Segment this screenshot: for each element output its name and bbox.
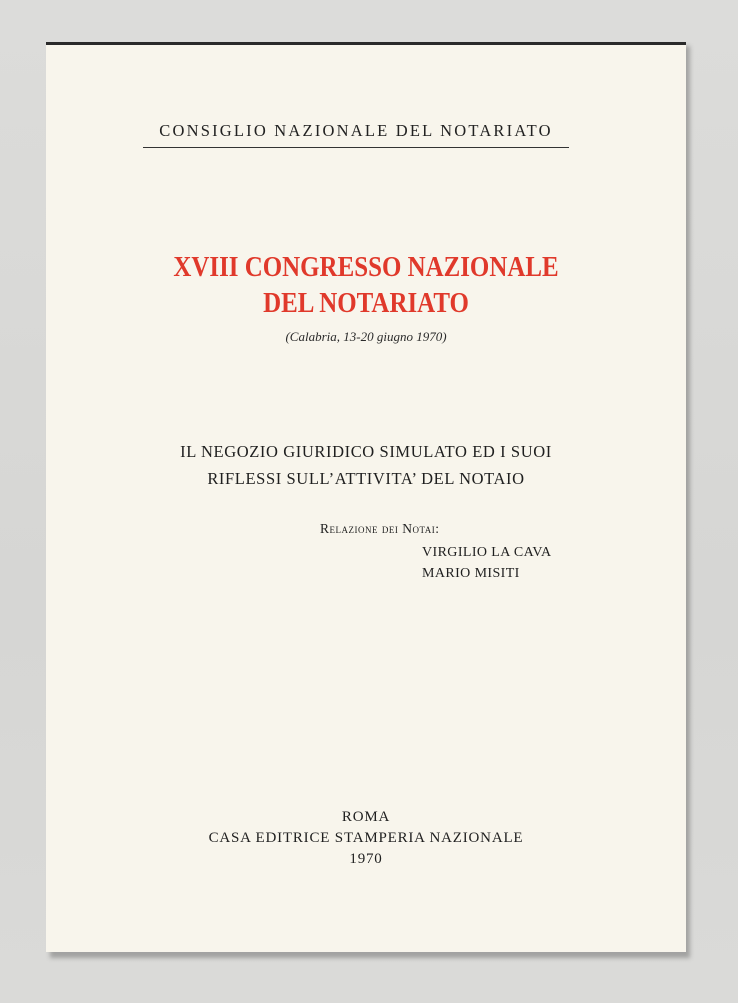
- report-label: Relazione dei Notai:: [320, 521, 440, 536]
- report-topic-line-2: RIFLESSI SULL’ATTIVITA’ DEL NOTAIO: [207, 469, 525, 488]
- congress-subtitle: (Calabria, 13-20 giugno 1970): [285, 329, 447, 344]
- congress-title: [108, 249, 624, 321]
- publisher-imprint: [66, 807, 666, 870]
- header-rule: [143, 147, 569, 148]
- book-cover: [46, 42, 686, 952]
- congress-title-line-2: DEL NOTARIATO: [263, 287, 469, 319]
- author-name: VIRGILIO LA CAVA: [422, 545, 552, 560]
- congress-title-line-1: XVIII CONGRESSO NAZIONALE: [173, 251, 559, 283]
- author-list: [422, 542, 552, 584]
- imprint-year: 1970: [349, 851, 383, 867]
- report-topic: [66, 438, 666, 492]
- imprint-publisher: CASA EDITRICE STAMPERIA NAZIONALE: [208, 830, 524, 846]
- imprint-city: ROMA: [341, 809, 391, 825]
- report-topic-line-1: IL NEGOZIO GIURIDICO SIMULATO ED I SUOI: [180, 442, 552, 461]
- author-name: MARIO MISITI: [422, 566, 520, 581]
- organization-name: CONSIGLIO NAZIONALE DEL NOTARIATO: [159, 121, 553, 140]
